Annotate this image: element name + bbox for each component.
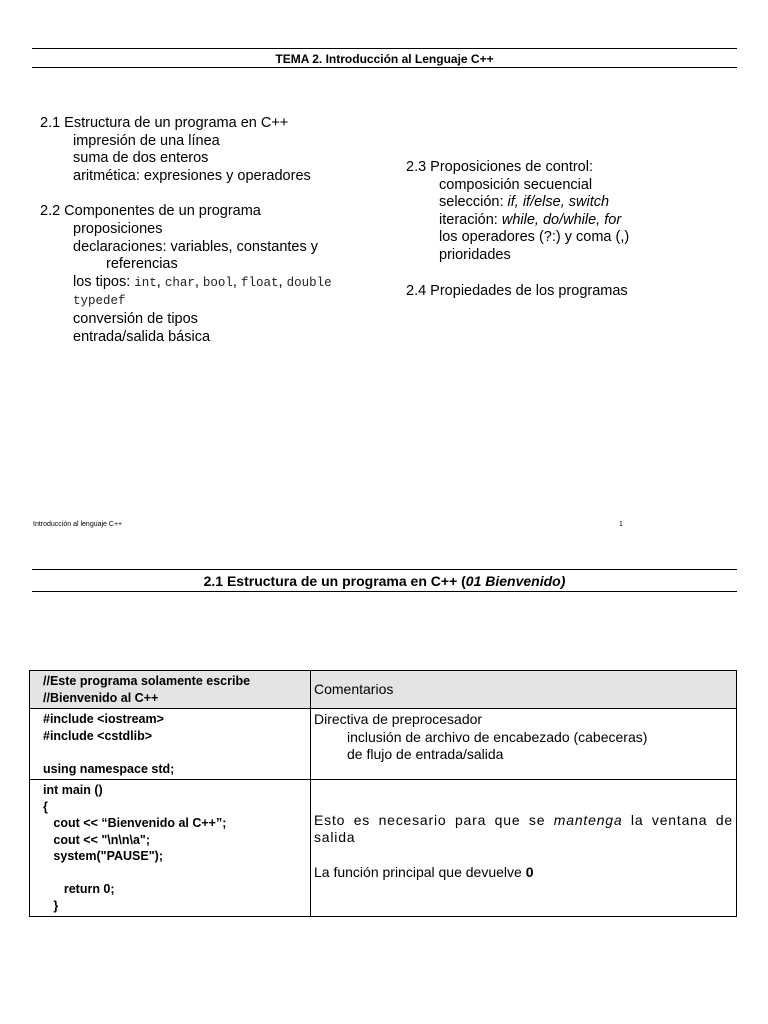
slide2-title-main: 2.1 Estructura de un programa en C++ ( [203, 573, 466, 589]
section-2-4-heading: 2.4 Propiedades de los programas [406, 282, 628, 299]
type-float: float [240, 275, 279, 290]
typedef-line [73, 292, 390, 311]
topic-item: composición secuencial [439, 176, 593, 193]
topic-item: declaraciones: variables, constantes y [73, 238, 319, 255]
comment-line: Directiva de preprocesador [314, 711, 483, 727]
code-line: #include <cstdlib> [43, 728, 153, 743]
slide1-left-column [40, 115, 390, 346]
comment-text: la ventana de salida [314, 811, 733, 846]
code-cell [30, 780, 311, 917]
table-row [30, 671, 737, 709]
iteration-prefix: iteración: [439, 211, 502, 228]
types-prefix: los tipos: [73, 273, 135, 290]
code-line: return 0; [43, 882, 115, 896]
topic-item: impresión de una línea [73, 132, 220, 149]
code-line: using namespace std; [43, 761, 175, 776]
comment-emphasis: mantenga [553, 811, 623, 828]
code-table [29, 670, 737, 917]
code-cell [30, 671, 311, 709]
table-row [30, 709, 737, 780]
bottom-rule-2 [32, 591, 737, 592]
topic-item: suma de dos enteros [73, 150, 209, 167]
topic-item: aritmética: expresiones y operadores [73, 167, 311, 184]
topic-item-continuation: referencias [106, 256, 178, 273]
iteration-keywords: while, do/while, for [501, 211, 622, 228]
types-line: los tipos: int, char, bool, float, double [73, 273, 332, 290]
selection-keywords: if, if/else, switch [507, 194, 610, 211]
section-2-2-heading: 2.2 Componentes de un programa [40, 203, 261, 220]
bottom-rule-1 [32, 67, 737, 68]
top-rule-1 [32, 48, 737, 49]
comment-return-value: 0 [525, 864, 534, 881]
topic-item: entrada/salida básica [73, 328, 211, 345]
type-int: int [134, 275, 157, 290]
selection-line [439, 194, 736, 212]
code-line: //Este programa solamente escribe [43, 674, 251, 688]
topic-item: conversión de tipos [73, 310, 198, 327]
code-cell [30, 709, 311, 780]
comment-paragraph [314, 812, 733, 847]
code-line: } [43, 898, 59, 913]
topic-item: los operadores (?:) y coma (,) [439, 229, 630, 246]
code-line: { [43, 799, 48, 814]
slide1-right-column [406, 159, 736, 300]
code-line: //Bienvenido al C++ [43, 690, 159, 705]
topic-item: proposiciones [73, 220, 163, 237]
type-bool: bool [202, 275, 233, 290]
comment-text: Esto es necesario para que se [314, 811, 554, 828]
iteration-line [439, 212, 736, 230]
slide1-page-number: 1 [619, 521, 623, 528]
comment-cell [311, 780, 737, 917]
comment-header-cell: Comentarios [311, 671, 737, 709]
selection-prefix: selección: [439, 194, 508, 211]
code-line: cout << “Bienvenido al C++”; [43, 816, 227, 830]
slide1-footer-title: Introducción al lenguaje C++ [33, 521, 123, 528]
section-2-3-heading: 2.3 Proposiciones de control: [406, 159, 593, 175]
slide2-title-example: 01 Bienvenido) [465, 573, 566, 589]
comment-paragraph [314, 864, 733, 882]
comment-line: inclusión de archivo de encabezado (cabeceras) [347, 728, 648, 745]
code-line: system("PAUSE"); [43, 849, 163, 863]
code-line: cout << "\n\n\a"; [43, 832, 151, 847]
code-line: #include <iostream> [43, 712, 164, 726]
section-2-1-heading: 2.1 Estructura de un programa en C++ [40, 115, 289, 131]
type-char: char [164, 275, 195, 290]
table-row [30, 780, 737, 917]
code-line: int main () [43, 783, 103, 797]
comment-text: La función principal que devuelve [314, 864, 526, 881]
comment-line: de flujo de entrada/salida [347, 746, 504, 763]
type-double: double [286, 275, 332, 290]
top-rule-2 [32, 569, 737, 570]
slide1-title: TEMA 2. Introducción al Lenguaje C++ [275, 52, 494, 66]
type-typedef: typedef [73, 294, 126, 309]
slide2-title [32, 572, 737, 590]
comment-cell [311, 709, 737, 780]
topic-item: prioridades [439, 246, 511, 263]
